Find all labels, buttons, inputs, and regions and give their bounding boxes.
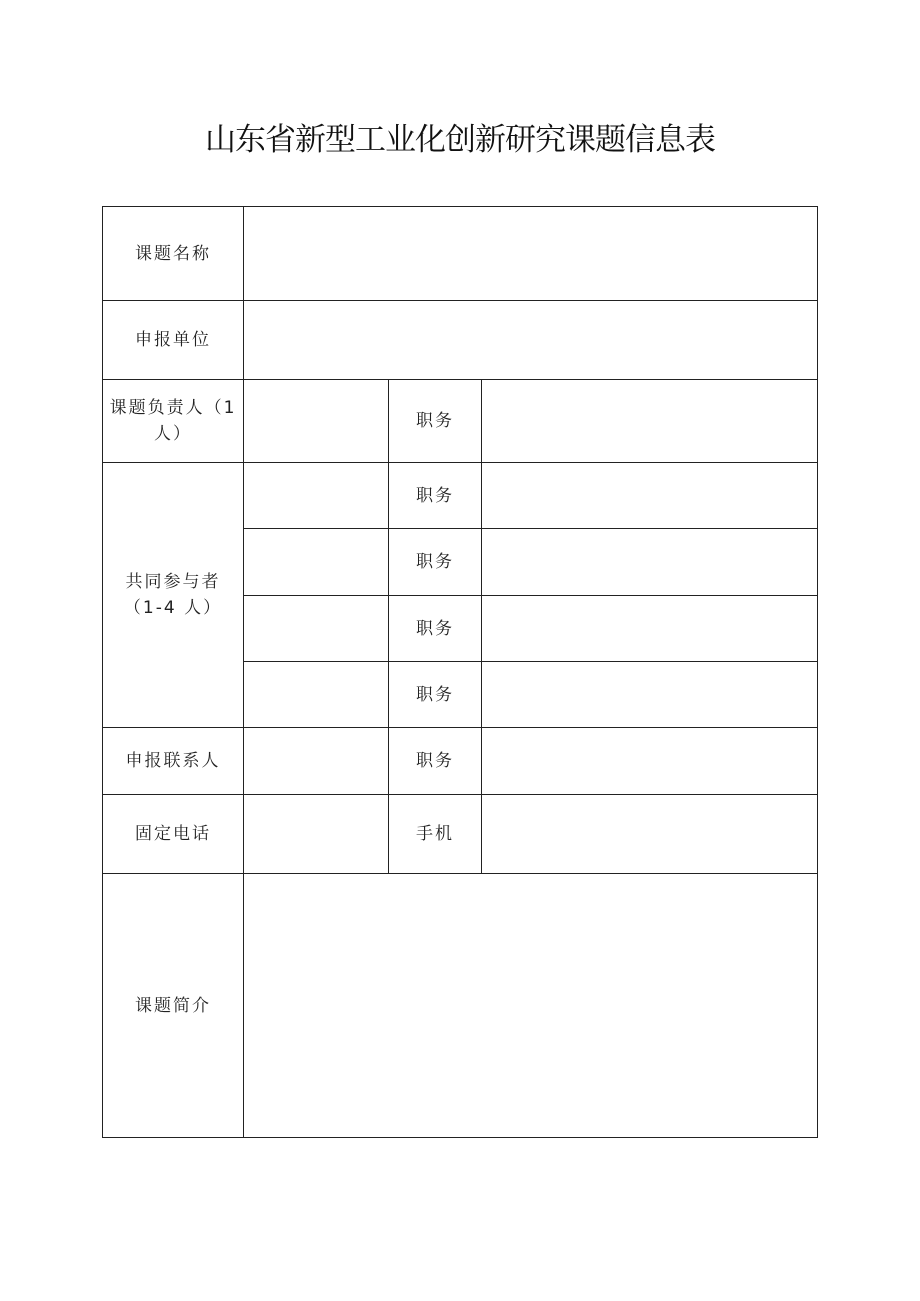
- participants-label-line2: （1-4 人）: [123, 598, 223, 618]
- participants-label-line1: 共同参与者: [125, 572, 221, 592]
- participant-2-position-field[interactable]: [482, 529, 818, 596]
- row-contact-person: [103, 728, 818, 795]
- row-participant-1: [103, 463, 818, 529]
- applicant-unit-label: 申报单位: [103, 301, 244, 380]
- project-leader-name-field[interactable]: [244, 380, 389, 463]
- landline-field[interactable]: [244, 795, 389, 874]
- project-leader-label: [103, 380, 244, 463]
- project-leader-label-line2: 人）: [154, 424, 192, 444]
- contact-person-position-field[interactable]: [482, 728, 818, 795]
- project-name-field[interactable]: [244, 207, 818, 301]
- contact-person-label: 申报联系人: [103, 728, 244, 795]
- contact-person-name-field[interactable]: [244, 728, 389, 795]
- row-project-leader: [103, 380, 818, 463]
- participant-3-position-field[interactable]: [482, 596, 818, 662]
- participant-1-position-field[interactable]: [482, 463, 818, 529]
- participant-4-position-label: 职务: [389, 662, 482, 728]
- project-leader-label-line1: 课题负责人（1: [109, 398, 237, 418]
- participant-3-position-label: 职务: [389, 596, 482, 662]
- project-name-label: 课题名称: [103, 207, 244, 301]
- landline-label: 固定电话: [103, 795, 244, 874]
- participants-label: [103, 463, 244, 728]
- participant-1-name-field[interactable]: [244, 463, 389, 529]
- project-leader-position-label: 职务: [389, 380, 482, 463]
- page-title: 山东省新型工业化创新研究课题信息表: [205, 122, 715, 158]
- participant-2-position-label: 职务: [389, 529, 482, 596]
- project-info-form: [102, 206, 818, 1138]
- contact-person-position-label: 职务: [389, 728, 482, 795]
- participant-4-position-field[interactable]: [482, 662, 818, 728]
- project-summary-field[interactable]: [244, 874, 818, 1138]
- applicant-unit-field[interactable]: [244, 301, 818, 380]
- participant-3-name-field[interactable]: [244, 596, 389, 662]
- row-applicant-unit: [103, 301, 818, 380]
- project-summary-label: 课题简介: [103, 874, 244, 1138]
- project-leader-position-field[interactable]: [482, 380, 818, 463]
- row-project-summary: [103, 874, 818, 1138]
- participant-2-name-field[interactable]: [244, 529, 389, 596]
- mobile-label: 手机: [389, 795, 482, 874]
- participant-1-position-label: 职务: [389, 463, 482, 529]
- row-project-name: [103, 207, 818, 301]
- row-phones: [103, 795, 818, 874]
- participant-4-name-field[interactable]: [244, 662, 389, 728]
- mobile-field[interactable]: [482, 795, 818, 874]
